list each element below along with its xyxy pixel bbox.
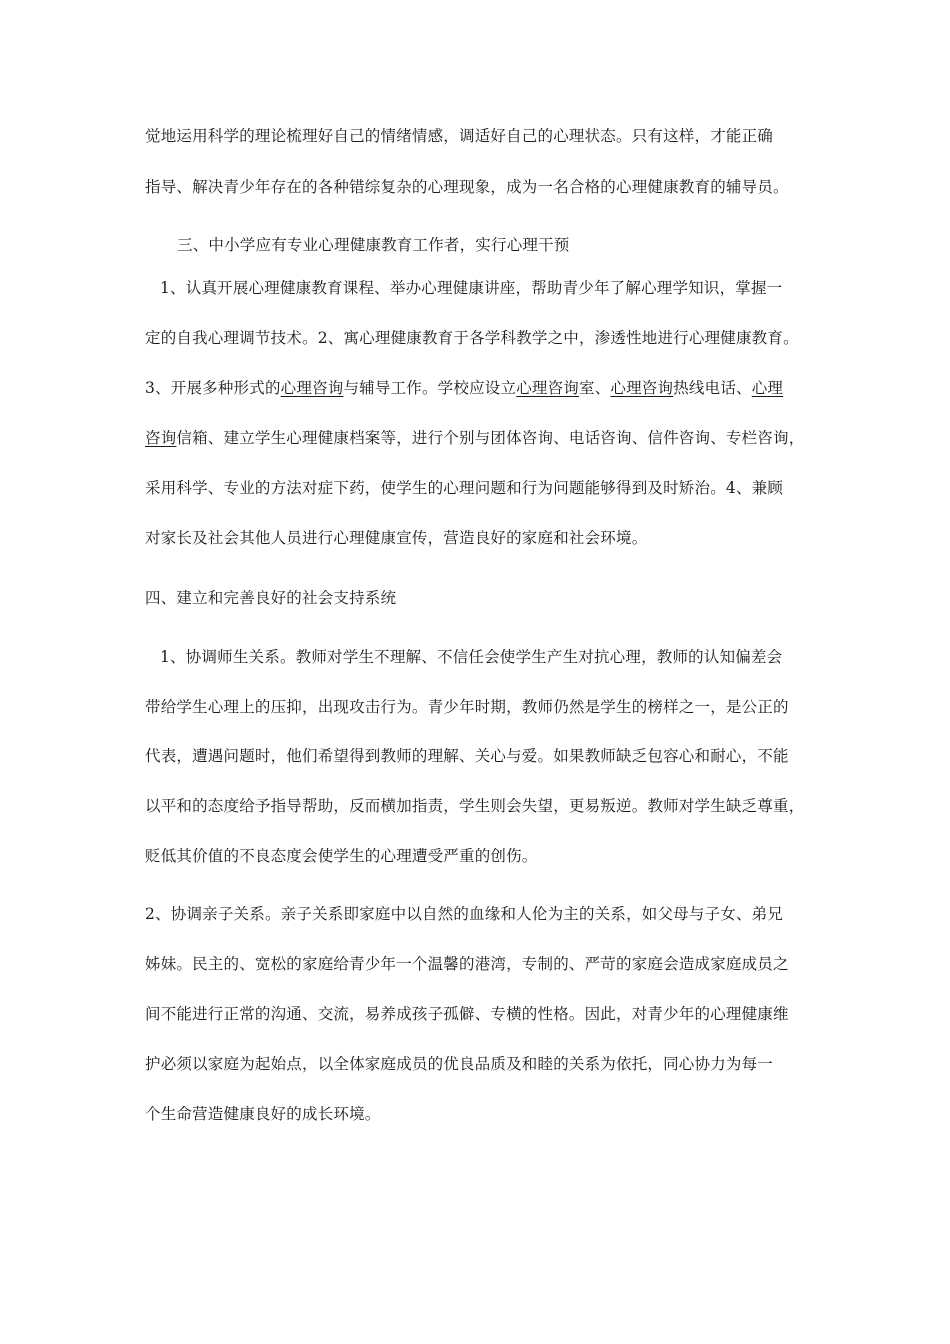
paragraph-line bbox=[145, 1054, 825, 1074]
text-run: 间不能进行正常的沟通、交流，易养成孩子孤僻、专横的性格。因此，对青少年的心理健康维 bbox=[145, 1005, 789, 1023]
text-run: 1、协调师生关系。教师对学生不理解、不信任会使学生产生对抗心理，教师的认知偏差会 bbox=[160, 648, 783, 666]
text-run: 贬低其价值的不良态度会使学生的心理遭受严重的创伤。 bbox=[145, 847, 538, 865]
paragraph-line bbox=[145, 1104, 825, 1124]
text-run: 以平和的态度给予指导帮助，反而横加指责，学生则会失望，更易叛逆。教师对学生缺乏尊重， bbox=[145, 797, 805, 815]
text-run: 带给学生心理上的压抑，出现攻击行为。青少年时期，教师仍然是学生的榜样之一，是公正的 bbox=[145, 698, 789, 716]
text-run: 3、开展多种形式的 bbox=[145, 379, 281, 397]
text-run: 定的自我心理调节技术。2、寓心理健康教育于各学科教学之中，渗透性地进行心理健康教育。 bbox=[145, 329, 799, 347]
text-run: 三、中小学应有专业心理健康教育工作者，实行心理干预 bbox=[177, 236, 570, 254]
paragraph-line bbox=[145, 697, 825, 717]
paragraph-line bbox=[160, 647, 840, 667]
text-run: 采用科学、专业的方法对症下药，使学生的心理问题和行为问题能够得到及时矫治。4、兼顾 bbox=[145, 479, 784, 497]
text-run: 对家长及社会其他人员进行心理健康宣传，营造良好的家庭和社会环境。 bbox=[145, 529, 648, 547]
section-heading-4 bbox=[145, 588, 825, 608]
text-run: 觉地运用科学的理论梳理好自己的情绪情感，调适好自己的心理状态。只有这样，才能正确 bbox=[145, 127, 774, 145]
text-run: 代表，遭遇问题时，他们希望得到教师的理解、关心与爱。如果教师缺乏包容心和耐心，不能 bbox=[145, 747, 789, 765]
text-run: 热线电话、 bbox=[673, 379, 752, 397]
text-run: 姊妹。民主的、宽松的家庭给青少年一个温馨的港湾，专制的、严苛的家庭会造成家庭成员之 bbox=[145, 955, 789, 973]
paragraph-line bbox=[145, 1004, 825, 1024]
paragraph-line bbox=[145, 796, 825, 816]
link-psych-consult-mailbox-end[interactable]: 咨询 bbox=[145, 429, 177, 447]
paragraph-line bbox=[145, 378, 825, 398]
link-psych-consult-room[interactable]: 心理咨询 bbox=[516, 379, 579, 397]
text-run: 指导、解决青少年存在的各种错综复杂的心理现象，成为一名合格的心理健康教育的辅导员。 bbox=[145, 178, 789, 196]
link-psych-consult[interactable]: 心理咨询 bbox=[280, 379, 344, 397]
text-run: 四、建立和完善良好的社会支持系统 bbox=[145, 589, 397, 607]
paragraph-line bbox=[145, 478, 825, 498]
text-run: 个生命营造健康良好的成长环境。 bbox=[145, 1105, 381, 1123]
link-psych-consult-mailbox-start[interactable]: 心理 bbox=[751, 379, 784, 397]
section-heading-3 bbox=[177, 235, 857, 255]
text-run: 与辅导工作。学校应设立 bbox=[343, 379, 517, 397]
paragraph-line bbox=[145, 954, 825, 974]
paragraph-line bbox=[145, 428, 825, 448]
paragraph-line bbox=[160, 278, 840, 298]
paragraph-line bbox=[145, 528, 825, 548]
paragraph-line bbox=[145, 328, 825, 348]
paragraph-line bbox=[145, 177, 825, 197]
text-run: 护必须以家庭为起始点，以全体家庭成员的优良品质及和睦的关系为依托，同心协力为每一 bbox=[145, 1055, 774, 1073]
paragraph-line bbox=[145, 126, 825, 146]
paragraph-line bbox=[145, 746, 825, 766]
text-run: 2、协调亲子关系。亲子关系即家庭中以自然的血缘和人伦为主的关系，如父母与子女、弟兄 bbox=[145, 905, 784, 923]
paragraph-line bbox=[145, 846, 825, 866]
text-run: 1、认真开展心理健康教育课程、举办心理健康讲座，帮助青少年了解心理学知识，掌握一 bbox=[160, 279, 783, 297]
link-psych-consult-hotline[interactable]: 心理咨询 bbox=[610, 379, 674, 397]
text-run: 信箱、建立学生心理健康档案等，进行个别与团体咨询、电话咨询、信件咨询、专栏咨询， bbox=[176, 429, 805, 447]
paragraph-line bbox=[145, 904, 825, 924]
text-run: 室、 bbox=[579, 379, 611, 397]
